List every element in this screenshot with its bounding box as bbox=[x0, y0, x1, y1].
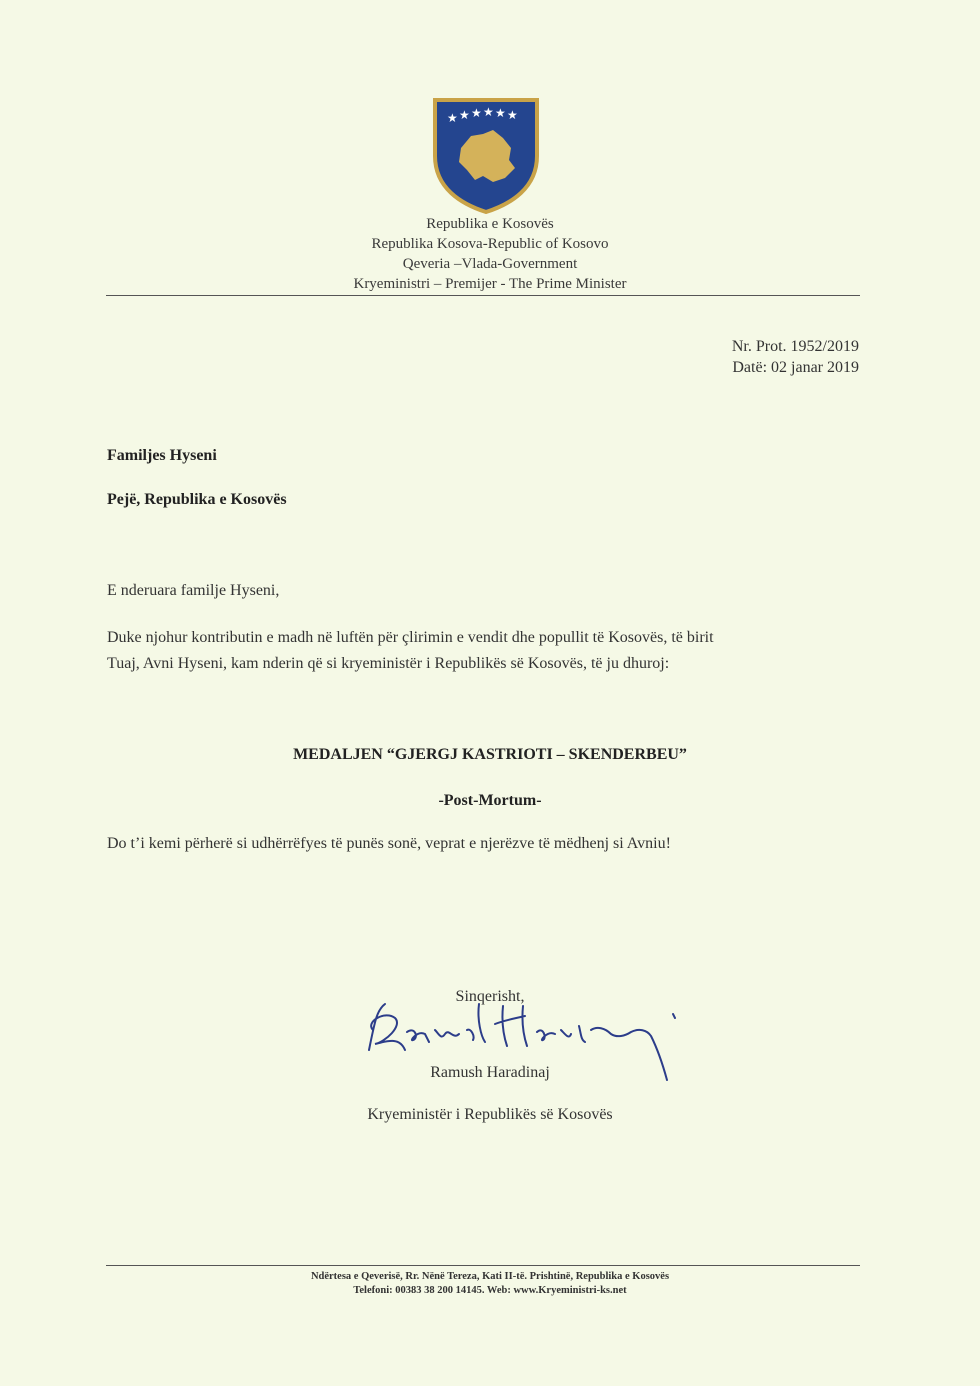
letterhead-line-2: Republika Kosova-Republic of Kosovo bbox=[371, 236, 609, 252]
letterhead-line-3: Qeveria –Vlada-Government bbox=[402, 256, 578, 272]
signatory-title: Kryeministër i Republikës së Kosovës bbox=[367, 1106, 613, 1123]
signatory-name: Ramush Haradinaj bbox=[430, 1064, 550, 1081]
recipient-address: Pejë, Republika e Kosovës bbox=[107, 491, 287, 508]
recipient-name: Familjes Hyseni bbox=[107, 447, 217, 464]
svg-text:★: ★ bbox=[459, 108, 470, 122]
award-note: -Post-Mortum- bbox=[438, 792, 542, 809]
letterhead-divider bbox=[106, 295, 860, 296]
footer-divider bbox=[106, 1265, 860, 1266]
letterhead-line-4: Kryeministri – Premijer - The Prime Minister bbox=[353, 276, 627, 292]
svg-text:★: ★ bbox=[483, 105, 494, 119]
body-paragraph-1-line-2: Tuaj, Avni Hyseni, kam nderin që si kryeministër i Republikës së Kosovës, të ju dhuroj: bbox=[107, 655, 670, 672]
award-title: MEDALJEN “GJERGJ KASTRIOTI – SKENDERBEU” bbox=[293, 746, 687, 763]
svg-text:★: ★ bbox=[447, 111, 458, 125]
svg-text:★: ★ bbox=[507, 108, 518, 122]
kosovo-coat-of-arms-icon bbox=[431, 96, 541, 214]
letter-date: Datë: 02 janar 2019 bbox=[732, 359, 859, 376]
letterhead-line-1: Republika e Kosovës bbox=[426, 216, 554, 232]
svg-text:★: ★ bbox=[495, 106, 506, 120]
footer-contact: Telefoni: 00383 38 200 14145. Web: www.Kryeministri-ks.net bbox=[353, 1285, 627, 1296]
body-paragraph-2: Do t’i kemi përherë si udhërrëfyes të punës sonë, veprat e njerëzve të mëdhenj si Avniu! bbox=[107, 835, 671, 852]
footer-address: Ndërtesa e Qeverisë, Rr. Nënë Tereza, Kati II-të. Prishtinë, Republika e Kosovës bbox=[310, 1271, 670, 1282]
valediction: Sinqerisht, bbox=[455, 988, 525, 1005]
svg-text:★: ★ bbox=[471, 106, 482, 120]
body-paragraph-1-line-1: Duke njohur kontributin e madh në luftën për çlirimin e vendit dhe popullit të Kosovës, të birit bbox=[107, 629, 714, 646]
protocol-number: Nr. Prot. 1952/2019 bbox=[731, 338, 859, 355]
salutation: E nderuara familje Hyseni, bbox=[107, 582, 280, 599]
